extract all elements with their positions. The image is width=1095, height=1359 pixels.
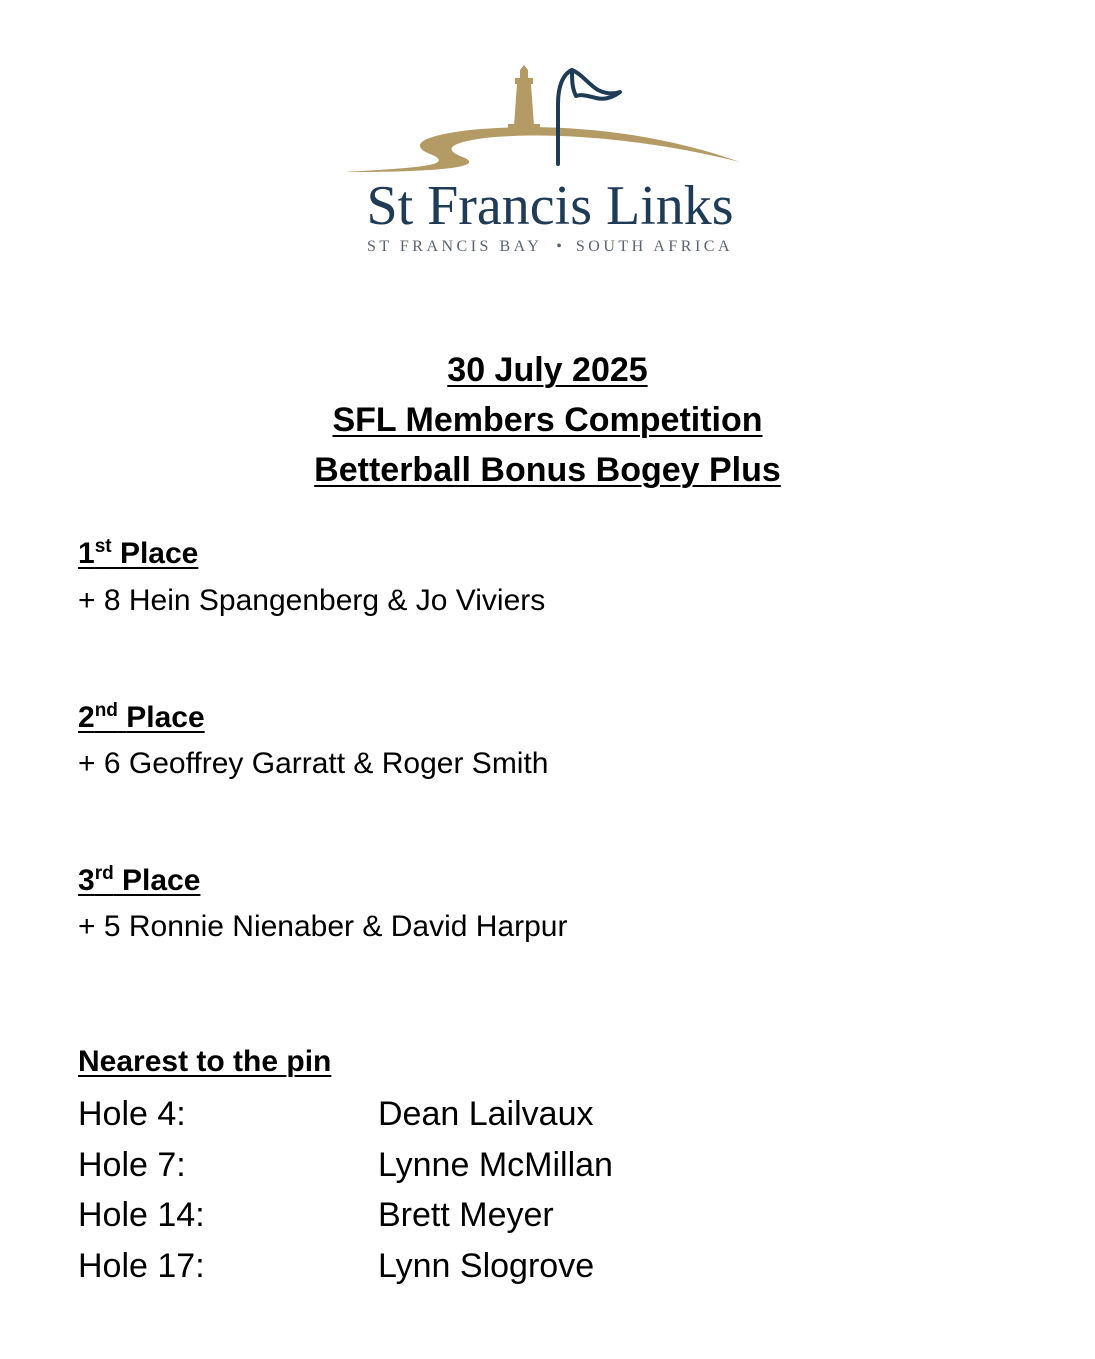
logo-separator: •	[556, 238, 562, 255]
pin-winner: Dean Lailvaux	[378, 1095, 594, 1133]
date-text: 30 July 2025	[447, 351, 648, 389]
competition-heading	[0, 400, 1095, 440]
first-place-players: Hein Spangenberg & Jo Viviers	[128, 584, 546, 617]
third-place-score: + 5	[78, 910, 121, 943]
first-place-title: 1st Place	[78, 536, 199, 570]
pin-winner: Lynn Slogrove	[378, 1247, 595, 1285]
logo-location: ST FRANCIS BAY	[366, 238, 543, 255]
logo-subtitle	[348, 238, 752, 256]
logo-club-name: St Francis Links	[366, 175, 734, 237]
second-place-title: 2nd Place	[78, 700, 205, 734]
second-place-players: Geoffrey Garratt & Roger Smith	[128, 747, 549, 780]
pin-hole: Hole 7:	[78, 1146, 186, 1184]
second-place-score: + 6	[78, 747, 121, 780]
first-place-score: + 8	[78, 584, 121, 617]
format-text: Betterball Bonus Bogey Plus	[314, 451, 781, 489]
third-place-players: Ronnie Nienaber & David Harpur	[128, 910, 568, 943]
format-heading	[0, 450, 1095, 490]
third-place-result	[78, 909, 567, 945]
date-heading	[0, 350, 1095, 390]
third-place-title: 3rd Place	[78, 863, 201, 897]
competition-text: SFL Members Competition	[332, 401, 763, 439]
lighthouse-flag-emblem	[320, 58, 780, 183]
lighthouse-icon	[514, 65, 534, 126]
pin-winner: Brett Meyer	[378, 1196, 554, 1234]
flag-icon	[572, 70, 620, 99]
first-place-result	[78, 583, 545, 619]
flag-pole	[558, 70, 572, 164]
logo-country: SOUTH AFRICA	[575, 238, 734, 255]
pin-hole: Hole 4:	[78, 1095, 186, 1133]
lighthouse-base	[508, 124, 540, 129]
pin-hole: Hole 14:	[78, 1196, 205, 1234]
fairway-swoosh	[345, 127, 740, 172]
second-place-result	[78, 746, 549, 782]
pin-hole: Hole 17:	[78, 1247, 205, 1285]
pin-winner: Lynne McMillan	[378, 1146, 613, 1184]
nearest-pin-title: Nearest to the pin	[78, 1045, 332, 1078]
club-logo	[320, 58, 780, 258]
